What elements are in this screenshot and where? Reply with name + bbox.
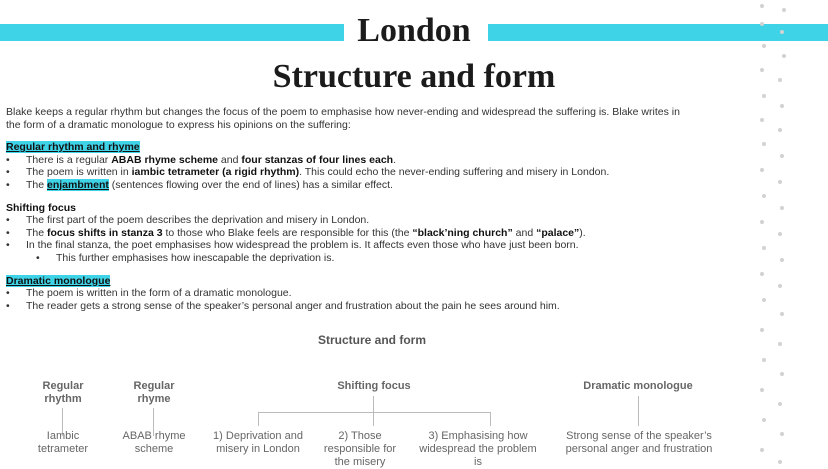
diagram-connector bbox=[258, 412, 259, 426]
diagram-node-dramatic-monologue: Dramatic monologue bbox=[583, 380, 693, 392]
diagram-node-shifting-focus: Shifting focus bbox=[337, 380, 411, 392]
diagram-node-regular-rhythm: Regular rhythm bbox=[42, 380, 84, 405]
bullet-item: • The first part of the poem describes the deprivation and misery in London. bbox=[6, 214, 696, 227]
diagram-leaf-shift-1: 1) Deprivation and misery in London bbox=[213, 430, 303, 455]
page-title: London bbox=[357, 12, 471, 49]
diagram-leaf-monologue: Strong sense of the speaker’s personal anger and frustration bbox=[565, 430, 713, 455]
section-heading-shifting: Shifting focus bbox=[6, 201, 76, 214]
diagram-connector bbox=[490, 412, 491, 426]
section-heading-monologue: Dramatic monologue bbox=[6, 274, 111, 287]
intro-paragraph: Blake keeps a regular rhythm but changes the focus of the poem to emphasise how never-ending and widespread the suffering is. Blake writes in the form of a dramatic monologue to express his opinions on the suffering: bbox=[6, 106, 680, 131]
bullet-item: • The enjambment (sentences flowing over the end of lines) has a similar effect. bbox=[6, 179, 696, 192]
diagram-connector bbox=[373, 396, 374, 412]
sub-bullet-item: • This further emphasises how inescapable the deprivation is. bbox=[6, 252, 696, 265]
diagram-connector bbox=[258, 412, 490, 413]
diagram-leaf-iambic: Iambic tetrameter bbox=[37, 430, 89, 455]
highlighted-term: enjambment bbox=[47, 178, 109, 191]
diagram-connector bbox=[373, 412, 374, 426]
diagram-leaf-shift-2: 2) Those responsible for the misery bbox=[323, 430, 397, 468]
section-regular-rhythm bbox=[6, 141, 696, 191]
bullet-item: • The reader gets a strong sense of the speaker’s personal anger and frustration about the pain he sees around him. bbox=[6, 300, 696, 313]
diagram-node-regular-rhyme: Regular rhyme bbox=[133, 380, 175, 405]
structure-diagram bbox=[0, 328, 828, 466]
page-subtitle: Structure and form bbox=[272, 58, 556, 95]
diagram-root-node: Structure and form bbox=[317, 333, 426, 347]
bullet-item: • There is a regular ABAB rhyme scheme and four stanzas of four lines each. bbox=[6, 154, 696, 167]
section-heading-rhythm: Regular rhythm and rhyme bbox=[6, 141, 140, 154]
body-text bbox=[6, 106, 696, 312]
bullet-item: • The poem is written in iambic tetrameter (a rigid rhythm). This could echo the never-ending suffering and misery in London. bbox=[6, 166, 696, 179]
section-dramatic-monologue bbox=[6, 275, 696, 313]
diagram-leaf-abab: ABAB rhyme scheme bbox=[122, 430, 186, 455]
bullet-item: • In the final stanza, the poet emphasises how widespread the problem is. It affects even those who have just been born. bbox=[6, 239, 696, 252]
section-shifting-focus bbox=[6, 202, 696, 265]
bullet-item: • The focus shifts in stanza 3 to those who Blake feels are responsible for this (the “black’ning church” and “palace”). bbox=[6, 227, 696, 240]
diagram-connector bbox=[638, 396, 639, 426]
bullet-item: • The poem is written in the form of a dramatic monologue. bbox=[6, 287, 696, 300]
diagram-leaf-shift-3: 3) Emphasising how widespread the problem is bbox=[419, 430, 537, 468]
